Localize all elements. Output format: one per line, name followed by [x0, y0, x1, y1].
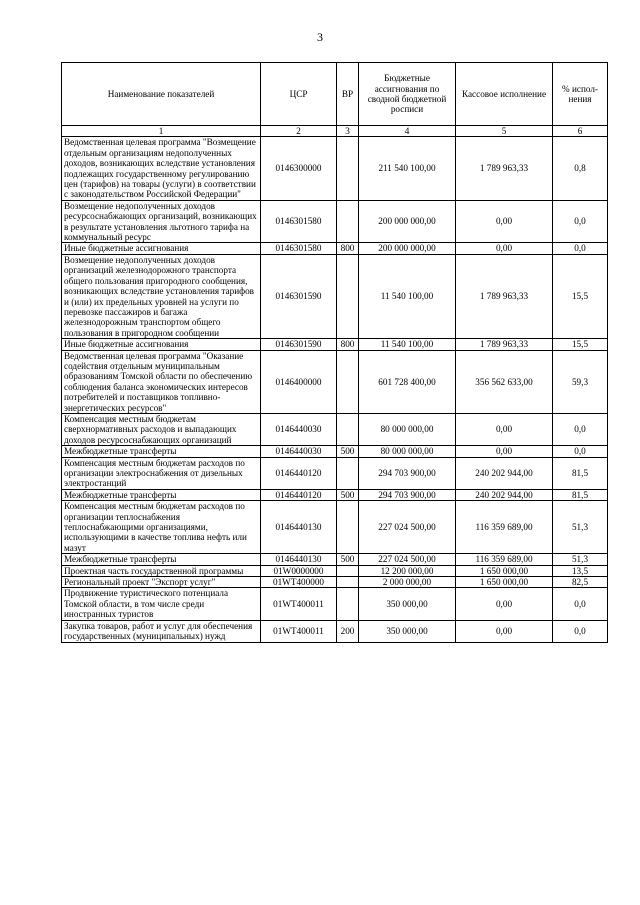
allocated-cell: 200 000 000,00	[359, 243, 456, 254]
percent-cell: 51,3	[553, 554, 608, 565]
csr-cell: 01W0000000	[261, 565, 337, 576]
csr-cell: 0146301590	[261, 254, 337, 338]
csr-cell: 0146301580	[261, 200, 337, 243]
table-row	[62, 413, 608, 445]
indicator-name-cell: Ведомственная целевая программа "Оказание содействия отдельным муниципальным образованиям Томской области по обеспечению соблюдения баланса экономических интересов потребителей и поставщиков топливно-энергетических ресурсов"	[62, 350, 261, 413]
allocated-cell: 11 540 100,00	[359, 254, 456, 338]
csr-cell: 01WT400000	[261, 577, 337, 588]
csr-cell: 0146300000	[261, 137, 337, 200]
table-row	[62, 554, 608, 565]
indicator-name-cell: Компенсация местным бюджетам расходов по организации электроснабжения от дизельных электростанций	[62, 457, 261, 489]
csr-cell: 0146400000	[261, 350, 337, 413]
indicator-name-cell: Межбюджетные трансферты	[62, 446, 261, 457]
table-row	[62, 457, 608, 489]
csr-cell: 0146301580	[261, 243, 337, 254]
allocated-cell: 2 000 000,00	[359, 577, 456, 588]
table-row	[62, 501, 608, 554]
table-row	[62, 200, 608, 243]
allocated-cell: 200 000 000,00	[359, 200, 456, 243]
header-allocations: Бюджетные ассигнования по сводной бюджетной росписи	[359, 63, 456, 126]
percent-cell: 81,5	[553, 457, 608, 489]
indicator-name-cell: Межбюджетные трансферты	[62, 489, 261, 500]
executed-cell: 1 650 000,00	[456, 577, 553, 588]
executed-cell: 0,00	[456, 446, 553, 457]
vr-cell	[337, 350, 359, 413]
percent-cell: 15,5	[553, 254, 608, 338]
allocated-cell: 227 024 500,00	[359, 554, 456, 565]
table-row	[62, 350, 608, 413]
percent-cell: 81,5	[553, 489, 608, 500]
executed-cell: 1 650 000,00	[456, 565, 553, 576]
csr-cell: 01WT400011	[261, 588, 337, 620]
table-row	[62, 243, 608, 254]
column-number: 6	[553, 126, 608, 137]
column-number: 5	[456, 126, 553, 137]
table-row	[62, 565, 608, 576]
percent-cell: 0,0	[553, 620, 608, 642]
csr-cell: 0146440120	[261, 489, 337, 500]
table-header-row	[62, 63, 608, 126]
column-number: 2	[261, 126, 337, 137]
vr-cell	[337, 413, 359, 445]
indicator-name-cell: Региональный проект "Экспорт услуг"	[62, 577, 261, 588]
header-percent: % испол-нения	[553, 63, 608, 126]
executed-cell: 240 202 944,00	[456, 457, 553, 489]
vr-cell	[337, 501, 359, 554]
vr-cell	[337, 137, 359, 200]
csr-cell: 0146440130	[261, 554, 337, 565]
page-number: 3	[317, 30, 323, 44]
executed-cell: 356 562 633,00	[456, 350, 553, 413]
percent-cell: 82,5	[553, 577, 608, 588]
percent-cell: 51,3	[553, 501, 608, 554]
allocated-cell: 294 703 900,00	[359, 457, 456, 489]
header-indicator-name: Наименование показателей	[62, 63, 261, 126]
vr-cell: 500	[337, 489, 359, 500]
header-cash-execution: Кассовое исполнение	[456, 63, 553, 126]
vr-cell: 800	[337, 243, 359, 254]
csr-cell: 0146301590	[261, 339, 337, 350]
percent-cell: 13,5	[553, 565, 608, 576]
csr-cell: 01WT400011	[261, 620, 337, 642]
indicator-name-cell: Продвижение туристического потенциала Томской области, в том числе среди иностранных туристов	[62, 588, 261, 620]
indicator-name-cell: Возмещение недополученных доходов ресурсоснабжающих организаций, возникающих в результате установления льготного тарифа на коммунальный ресурс	[62, 200, 261, 243]
vr-cell: 200	[337, 620, 359, 642]
table-row	[62, 254, 608, 338]
table-row	[62, 446, 608, 457]
percent-cell: 59,3	[553, 350, 608, 413]
table-row	[62, 577, 608, 588]
indicator-name-cell: Межбюджетные трансферты	[62, 554, 261, 565]
allocated-cell: 80 000 000,00	[359, 446, 456, 457]
csr-cell: 0146440120	[261, 457, 337, 489]
percent-cell: 0,8	[553, 137, 608, 200]
executed-cell: 116 359 689,00	[456, 554, 553, 565]
csr-cell: 0146440030	[261, 446, 337, 457]
vr-cell	[337, 565, 359, 576]
executed-cell: 0,00	[456, 413, 553, 445]
executed-cell: 240 202 944,00	[456, 489, 553, 500]
executed-cell: 0,00	[456, 243, 553, 254]
indicator-name-cell: Проектная часть государственной программы	[62, 565, 261, 576]
executed-cell: 0,00	[456, 588, 553, 620]
executed-cell: 1 789 963,33	[456, 339, 553, 350]
vr-cell: 800	[337, 339, 359, 350]
table-row	[62, 588, 608, 620]
table-row	[62, 620, 608, 642]
allocated-cell: 12 200 000,00	[359, 565, 456, 576]
executed-cell: 0,00	[456, 620, 553, 642]
vr-cell: 500	[337, 446, 359, 457]
table-row	[62, 137, 608, 200]
percent-cell: 0,0	[553, 200, 608, 243]
executed-cell: 1 789 963,33	[456, 254, 553, 338]
percent-cell: 0,0	[553, 588, 608, 620]
allocated-cell: 80 000 000,00	[359, 413, 456, 445]
executed-cell: 116 359 689,00	[456, 501, 553, 554]
indicator-name-cell: Иные бюджетные ассигнования	[62, 243, 261, 254]
percent-cell: 0,0	[553, 413, 608, 445]
column-number: 1	[62, 126, 261, 137]
allocated-cell: 211 540 100,00	[359, 137, 456, 200]
vr-cell	[337, 457, 359, 489]
column-number: 3	[337, 126, 359, 137]
allocated-cell: 350 000,00	[359, 620, 456, 642]
percent-cell: 0,0	[553, 446, 608, 457]
allocated-cell: 350 000,00	[359, 588, 456, 620]
percent-cell: 0,0	[553, 243, 608, 254]
table-row	[62, 489, 608, 500]
header-vr: ВР	[337, 63, 359, 126]
indicator-name-cell: Компенсация местным бюджетам сверхнормативных расходов и выпадающих доходов ресурсоснабжающих организаций	[62, 413, 261, 445]
vr-cell	[337, 577, 359, 588]
budget-execution-table	[61, 62, 608, 643]
indicator-name-cell: Закупка товаров, работ и услуг для обеспечения государственных (муниципальных) нужд	[62, 620, 261, 642]
indicator-name-cell: Ведомственная целевая программа "Возмещение отдельным организациям недополученных доходов, возникающих вследствие установления подлежащих государственному регулированию цен (тарифов) на товары (услуги) в соответствии с законодательством Российской Федерации"	[62, 137, 261, 200]
vr-cell	[337, 254, 359, 338]
column-number: 4	[359, 126, 456, 137]
allocated-cell: 294 703 900,00	[359, 489, 456, 500]
vr-cell	[337, 200, 359, 243]
executed-cell: 0,00	[456, 200, 553, 243]
column-number-row	[62, 126, 608, 137]
header-csr: ЦСР	[261, 63, 337, 126]
table-row	[62, 339, 608, 350]
executed-cell: 1 789 963,33	[456, 137, 553, 200]
csr-cell: 0146440130	[261, 501, 337, 554]
indicator-name-cell: Иные бюджетные ассигнования	[62, 339, 261, 350]
allocated-cell: 227 024 500,00	[359, 501, 456, 554]
csr-cell: 0146440030	[261, 413, 337, 445]
percent-cell: 15,5	[553, 339, 608, 350]
indicator-name-cell: Возмещение недополученных доходов организаций железнодорожного транспорта общего пользования пригородного сообщения, возникающих вследствие установления тарифов и (или) их предельных уровней на услуги по перевозке пассажиров и багажа железнодорожным транспортом общего пользования в пригородном сообщении	[62, 254, 261, 338]
vr-cell: 500	[337, 554, 359, 565]
vr-cell	[337, 588, 359, 620]
allocated-cell: 601 728 400,00	[359, 350, 456, 413]
allocated-cell: 11 540 100,00	[359, 339, 456, 350]
indicator-name-cell: Компенсация местным бюджетам расходов по организации теплоснабжения теплоснабжающими организациями, использующими в качестве топлива нефть или мазут	[62, 501, 261, 554]
